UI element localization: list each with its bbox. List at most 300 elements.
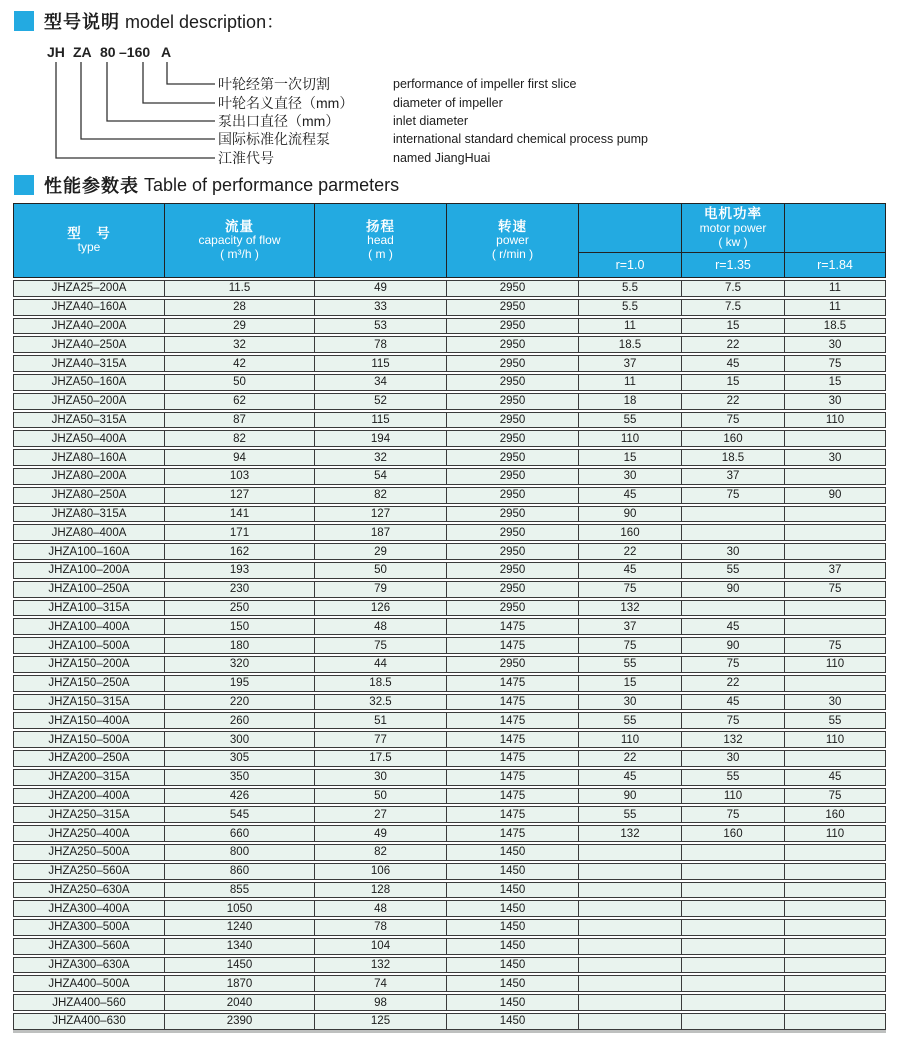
model-code-diagram [0, 40, 900, 172]
table-row [13, 994, 886, 1011]
value-cell: 800 [165, 845, 315, 860]
value-cell: 15 [579, 676, 682, 691]
table-row [13, 900, 886, 917]
value-cell: 1870 [165, 976, 315, 991]
value-cell [579, 901, 682, 916]
value-cell [579, 1014, 682, 1029]
value-cell: 75 [828, 639, 842, 652]
value-cell: 104 [315, 939, 447, 954]
value-cell: 1450 [447, 958, 579, 973]
value-cell: 32 [315, 450, 447, 465]
table-row [13, 280, 886, 297]
table-row [13, 524, 886, 541]
value-cell: 27 [315, 807, 447, 822]
value-cell: 45 [682, 356, 785, 371]
table-row [13, 694, 886, 711]
value-cell [785, 469, 885, 484]
value-cell: 110 [825, 658, 845, 671]
value-cell: 110 [825, 827, 845, 840]
value-cell: 18 [579, 394, 682, 409]
value-cell [785, 751, 885, 766]
value-cell: 37 [579, 619, 682, 634]
model-type-cell: JHZA100–200A [14, 563, 165, 578]
value-cell [785, 958, 885, 973]
value-cell: 15 [579, 450, 682, 465]
value-cell: 30 [828, 395, 842, 408]
value-cell: 1475 [447, 638, 579, 653]
value-cell [682, 976, 785, 991]
legend-en: international standard chemical process pump [393, 132, 648, 146]
legend-en: inlet diameter [393, 114, 469, 128]
header-ratio-1.35: r=1.35 [682, 253, 785, 277]
model-type-cell: JHZA150–400A [14, 713, 165, 728]
table-row [13, 863, 886, 880]
table-body [13, 280, 886, 1030]
legend-zh: 江淮代号 [218, 150, 274, 166]
value-cell: 55 [579, 807, 682, 822]
value-cell: 90 [682, 582, 785, 597]
header-col-flow [165, 204, 315, 277]
header-motor-spacer-left [579, 204, 682, 253]
value-cell: 300 [165, 732, 315, 747]
section-title-performance-table [14, 172, 399, 198]
value-cell [579, 958, 682, 973]
value-cell: 75 [579, 638, 682, 653]
value-cell: 49 [315, 826, 447, 841]
value-cell: 194 [315, 431, 447, 446]
value-cell [785, 619, 885, 634]
value-cell: 1450 [447, 901, 579, 916]
value-cell: 42 [165, 356, 315, 371]
model-type-cell: JHZA250–400A [14, 826, 165, 841]
model-type-cell: JHZA80–400A [14, 525, 165, 540]
value-cell: 75 [828, 357, 842, 370]
value-cell [785, 431, 885, 446]
value-cell: 30 [579, 469, 682, 484]
model-type-cell: JHZA40–200A [14, 319, 165, 334]
value-cell [785, 507, 885, 522]
value-cell: 132 [579, 826, 682, 841]
value-cell: 103 [165, 469, 315, 484]
value-cell: 29 [315, 544, 447, 559]
header-ratio-1.84: r=1.84 [817, 257, 853, 272]
header-motor-en: motor power [699, 220, 767, 235]
value-cell: 5.5 [579, 281, 682, 296]
model-type-cell: JHZA25–200A [14, 281, 165, 296]
model-type-cell: JHZA300–560A [14, 939, 165, 954]
value-cell [682, 845, 785, 860]
value-cell: 860 [165, 864, 315, 879]
value-cell: 30 [828, 451, 842, 464]
value-cell: 320 [165, 657, 315, 672]
model-code-part: A [161, 44, 172, 60]
table-header [13, 203, 886, 278]
value-cell: 90 [579, 507, 682, 522]
table-row [13, 299, 886, 316]
value-cell: 2950 [447, 319, 579, 334]
value-cell: 90 [579, 789, 682, 804]
value-cell: 37 [579, 356, 682, 371]
header-type-en: type [77, 240, 101, 255]
value-cell: 115 [315, 356, 447, 371]
value-cell: 660 [165, 826, 315, 841]
value-cell [682, 901, 785, 916]
value-cell: 45 [579, 488, 682, 503]
value-cell: 78 [315, 337, 447, 352]
value-cell: 115 [315, 413, 447, 428]
table-row [13, 336, 886, 353]
value-cell: 1475 [447, 676, 579, 691]
value-cell: 51 [315, 713, 447, 728]
legend-item [218, 112, 469, 130]
performance-table [13, 203, 886, 1030]
value-cell: 75 [579, 582, 682, 597]
value-cell: 1450 [447, 845, 579, 860]
value-cell: 110 [825, 733, 845, 746]
table-row [13, 600, 886, 617]
value-cell: 30 [682, 544, 785, 559]
table-row [13, 788, 886, 805]
table-row [13, 374, 886, 391]
value-cell [682, 507, 785, 522]
model-type-cell: JHZA250–630A [14, 883, 165, 898]
value-cell: 2950 [447, 450, 579, 465]
value-cell: 110 [825, 413, 845, 426]
table-row [13, 581, 886, 598]
model-code-part: JH [47, 44, 65, 60]
section2-title-zh: 性能参数表 [44, 176, 139, 196]
value-cell: 132 [579, 601, 682, 616]
value-cell: 48 [315, 901, 447, 916]
value-cell [785, 901, 885, 916]
model-type-cell: JHZA40–250A [14, 337, 165, 352]
table-row [13, 318, 886, 335]
value-cell: 75 [682, 488, 785, 503]
value-cell: 150 [165, 619, 315, 634]
header-speed-zh: 转速 [498, 218, 527, 234]
value-cell: 37 [682, 469, 785, 484]
value-cell: 45 [579, 770, 682, 785]
value-cell: 426 [165, 789, 315, 804]
value-cell: 127 [165, 488, 315, 503]
value-cell: 28 [165, 300, 315, 315]
model-type-cell: JHZA50–315A [14, 413, 165, 428]
value-cell: 160 [825, 808, 845, 821]
model-type-cell: JHZA100–315A [14, 601, 165, 616]
value-cell [785, 995, 885, 1010]
table-row [13, 393, 886, 410]
table-row [13, 975, 886, 992]
model-type-cell: JHZA250–315A [14, 807, 165, 822]
value-cell: 2950 [447, 469, 579, 484]
value-cell [682, 883, 785, 898]
legend-zh: 叶轮名义直径（mm） [218, 95, 354, 111]
value-cell: 7.5 [682, 281, 785, 296]
value-cell: 17.5 [315, 751, 447, 766]
value-cell: 1450 [447, 1014, 579, 1029]
header-col-motor-power [682, 204, 785, 253]
value-cell: 11 [829, 282, 841, 295]
header-head-en: head [367, 233, 394, 248]
value-cell: 15 [682, 375, 785, 390]
value-cell [785, 939, 885, 954]
value-cell: 30 [315, 770, 447, 785]
value-cell [785, 845, 885, 860]
value-cell: 855 [165, 883, 315, 898]
table-row [13, 957, 886, 974]
model-code-part: ZA [73, 44, 92, 60]
value-cell: 1475 [447, 695, 579, 710]
value-cell: 2950 [447, 582, 579, 597]
value-cell: 15 [828, 376, 842, 389]
value-cell: 34 [315, 375, 447, 390]
header-col-speed [447, 204, 579, 277]
value-cell: 230 [165, 582, 315, 597]
value-cell: 32 [165, 337, 315, 352]
value-cell: 2950 [447, 375, 579, 390]
legend-en: named JiangHuai [393, 151, 491, 165]
value-cell: 55 [828, 714, 842, 727]
value-cell: 75 [682, 413, 785, 428]
legend-zh: 叶轮经第一次切割 [218, 76, 330, 92]
value-cell: 18.5 [579, 337, 682, 352]
value-cell: 132 [315, 958, 447, 973]
value-cell: 45 [682, 695, 785, 710]
value-cell: 132 [682, 732, 785, 747]
value-cell: 78 [315, 920, 447, 935]
section1-title-zh: 型号说明 [44, 12, 120, 32]
value-cell: 52 [315, 394, 447, 409]
value-cell: 305 [165, 751, 315, 766]
table-row [13, 656, 886, 673]
value-cell: 50 [315, 563, 447, 578]
value-cell: 350 [165, 770, 315, 785]
model-code-part: –160 [119, 44, 151, 60]
legend-zh: 泵出口直径（mm） [218, 113, 340, 129]
value-cell: 7.5 [682, 300, 785, 315]
value-cell: 55 [579, 413, 682, 428]
value-cell: 1475 [447, 713, 579, 728]
value-cell: 1475 [447, 807, 579, 822]
table-row [13, 430, 886, 447]
value-cell: 75 [828, 583, 842, 596]
table-row [13, 449, 886, 466]
model-type-cell: JHZA80–250A [14, 488, 165, 503]
value-cell: 45 [828, 771, 842, 784]
table-row [13, 618, 886, 635]
table-row [13, 712, 886, 729]
value-cell: 2950 [447, 413, 579, 428]
value-cell: 18.5 [315, 676, 447, 691]
header-motor-zh: 电机功率 [704, 206, 762, 222]
value-cell: 75 [682, 807, 785, 822]
header-motor-unit: ( kw ) [718, 234, 748, 249]
value-cell [579, 976, 682, 991]
value-cell: 50 [165, 375, 315, 390]
value-cell: 1450 [447, 976, 579, 991]
value-cell: 2950 [447, 337, 579, 352]
header-flow-en: capacity of flow [198, 233, 281, 248]
value-cell: 2950 [447, 488, 579, 503]
value-cell: 22 [579, 751, 682, 766]
table-row [13, 355, 886, 372]
value-cell [579, 920, 682, 935]
model-type-cell: JHZA50–400A [14, 431, 165, 446]
table-row [13, 468, 886, 485]
value-cell [579, 864, 682, 879]
value-cell: 1450 [447, 883, 579, 898]
value-cell [785, 525, 885, 540]
value-cell: 30 [579, 695, 682, 710]
model-code-part: 80 [100, 44, 116, 60]
value-cell: 1475 [447, 732, 579, 747]
value-cell: 2950 [447, 544, 579, 559]
value-cell: 160 [682, 826, 785, 841]
value-cell: 49 [315, 281, 447, 296]
value-cell: 141 [165, 507, 315, 522]
header-ratio-1.0: r=1.0 [579, 253, 682, 277]
legend-item [218, 75, 577, 93]
section-title-model-description [14, 8, 284, 34]
table-row [13, 562, 886, 579]
model-type-cell: JHZA40–160A [14, 300, 165, 315]
table-row [13, 919, 886, 936]
value-cell: 2950 [447, 657, 579, 672]
legend-en: diameter of impeller [393, 96, 503, 110]
value-cell: 160 [682, 431, 785, 446]
value-cell: 110 [579, 431, 682, 446]
table-row [13, 487, 886, 504]
value-cell [682, 525, 785, 540]
value-cell: 110 [682, 789, 785, 804]
value-cell: 545 [165, 807, 315, 822]
legend-en: performance of impeller first slice [393, 77, 577, 91]
table-row [13, 543, 886, 560]
value-cell: 48 [315, 619, 447, 634]
value-cell: 260 [165, 713, 315, 728]
value-cell: 62 [165, 394, 315, 409]
value-cell: 2950 [447, 394, 579, 409]
header-speed-en: power [496, 233, 529, 248]
header-flow-zh: 流量 [225, 218, 254, 234]
value-cell: 11 [579, 375, 682, 390]
model-type-cell: JHZA100–160A [14, 544, 165, 559]
header-motor-spacer-right [785, 204, 885, 253]
value-cell: 90 [682, 638, 785, 653]
value-cell: 1450 [447, 920, 579, 935]
legend-zh: 国际标准化流程泵 [218, 131, 330, 147]
value-cell: 180 [165, 638, 315, 653]
value-cell [682, 1014, 785, 1029]
value-cell: 2950 [447, 300, 579, 315]
value-cell: 1475 [447, 826, 579, 841]
model-type-cell: JHZA150–315A [14, 695, 165, 710]
value-cell: 195 [165, 676, 315, 691]
value-cell [682, 939, 785, 954]
value-cell: 22 [682, 394, 785, 409]
value-cell: 1475 [447, 770, 579, 785]
value-cell: 37 [828, 564, 842, 577]
value-cell: 82 [315, 845, 447, 860]
legend-item [218, 149, 491, 167]
value-cell: 74 [315, 976, 447, 991]
value-cell: 1450 [447, 939, 579, 954]
value-cell: 1340 [165, 939, 315, 954]
value-cell: 1450 [447, 864, 579, 879]
value-cell: 75 [315, 638, 447, 653]
value-cell: 171 [165, 525, 315, 540]
model-type-cell: JHZA200–400A [14, 789, 165, 804]
value-cell: 54 [315, 469, 447, 484]
section1-title-en: model description： [125, 12, 285, 32]
header-head-unit: ( m ) [368, 247, 393, 262]
value-cell: 82 [315, 488, 447, 503]
value-cell: 33 [315, 300, 447, 315]
value-cell: 128 [315, 883, 447, 898]
value-cell: 2950 [447, 563, 579, 578]
value-cell: 55 [682, 563, 785, 578]
value-cell [785, 864, 885, 879]
model-type-cell: JHZA80–200A [14, 469, 165, 484]
section-bullet-icon [14, 11, 34, 31]
model-type-cell: JHZA80–160A [14, 450, 165, 465]
value-cell: 98 [315, 995, 447, 1010]
value-cell [682, 958, 785, 973]
section-bullet-icon [14, 175, 34, 195]
value-cell [785, 1014, 885, 1029]
table-row [13, 675, 886, 692]
value-cell: 11.5 [165, 281, 315, 296]
value-cell: 75 [682, 713, 785, 728]
table-row [13, 806, 886, 823]
model-type-cell: JHZA100–500A [14, 638, 165, 653]
value-cell: 2950 [447, 431, 579, 446]
model-type-cell: JHZA250–560A [14, 864, 165, 879]
value-cell: 22 [682, 337, 785, 352]
table-row [13, 844, 886, 861]
header-col-type [14, 204, 165, 277]
value-cell: 90 [828, 489, 842, 502]
value-cell: 1450 [165, 958, 315, 973]
value-cell: 53 [315, 319, 447, 334]
value-cell: 18.5 [682, 450, 785, 465]
value-cell [579, 995, 682, 1010]
value-cell: 193 [165, 563, 315, 578]
value-cell: 1450 [447, 995, 579, 1010]
value-cell: 22 [579, 544, 682, 559]
value-cell: 22 [682, 676, 785, 691]
value-cell: 1240 [165, 920, 315, 935]
value-cell: 162 [165, 544, 315, 559]
table-row [13, 731, 886, 748]
model-type-cell: JHZA40–315A [14, 356, 165, 371]
value-cell [579, 939, 682, 954]
value-cell [785, 920, 885, 935]
model-type-cell: JHZA80–315A [14, 507, 165, 522]
value-cell: 18.5 [823, 319, 847, 332]
table-row [13, 637, 886, 654]
value-cell: 250 [165, 601, 315, 616]
value-cell: 187 [315, 525, 447, 540]
value-cell: 79 [315, 582, 447, 597]
value-cell: 2950 [447, 281, 579, 296]
value-cell: 5.5 [579, 300, 682, 315]
table-row [13, 506, 886, 523]
value-cell [785, 676, 885, 691]
table-row [13, 938, 886, 955]
value-cell [682, 864, 785, 879]
value-cell: 127 [315, 507, 447, 522]
